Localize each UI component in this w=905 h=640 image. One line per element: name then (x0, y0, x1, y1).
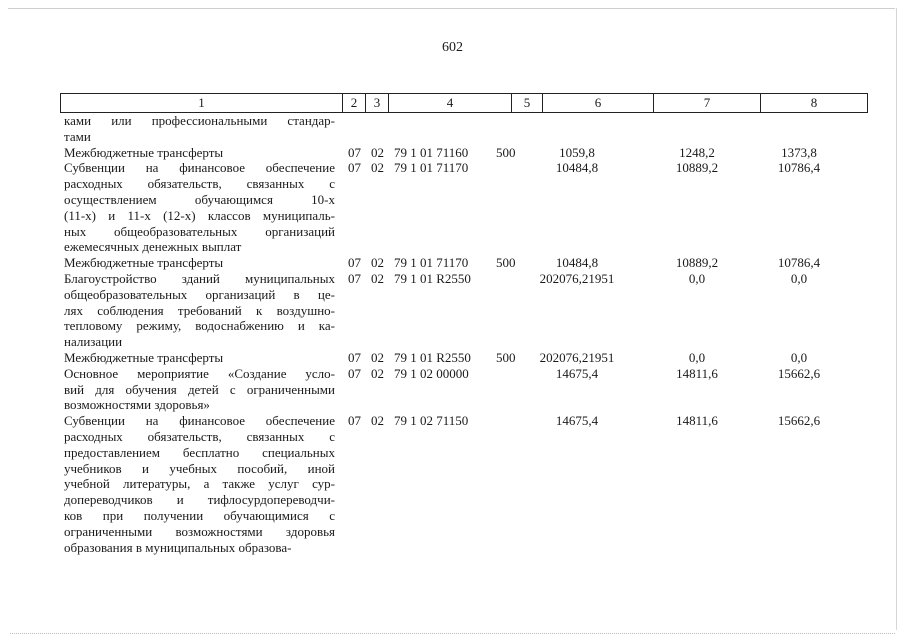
amount-year-1: 14675,4 (555, 365, 599, 381)
row-description (64, 366, 335, 413)
amount-year-2: 0,0 (688, 349, 706, 365)
amount-year-1: 10484,8 (555, 160, 599, 176)
target-article-code: 79 1 01 71160 (394, 144, 469, 160)
target-article-code: 79 1 02 00000 (394, 365, 469, 381)
row-description (64, 350, 335, 366)
budget-table-body (64, 113, 864, 555)
amount-year-2: 1248,2 (679, 144, 715, 160)
target-article-code: 79 1 01 71170 (394, 160, 469, 176)
amount-year-3: 0,0 (790, 349, 808, 365)
description-line: Основное мероприятие «Создание усло- (64, 365, 335, 381)
expense-type-code: 500 (496, 144, 516, 160)
row-description (64, 160, 335, 255)
description-line: Субвенции на финансовое обеспечение (64, 160, 335, 176)
amount-year-3: 1373,8 (781, 144, 817, 160)
table-row (64, 350, 864, 366)
subsection-code: 02 (371, 413, 384, 429)
amount-year-2: 0,0 (688, 270, 706, 286)
amount-year-2: 10889,2 (675, 160, 719, 176)
target-article-code: 79 1 01 R2550 (394, 270, 471, 286)
target-article-code: 79 1 02 71150 (394, 413, 469, 429)
table-row (64, 113, 864, 145)
table-row (64, 271, 864, 350)
subsection-code: 02 (371, 255, 384, 271)
description-line: расходных обязательств, связанных с (64, 176, 335, 192)
description-line: допереводчиков и тифлосурдопереводчи- (64, 492, 335, 508)
column-header-3: 3 (366, 94, 389, 113)
subsection-code: 02 (371, 160, 384, 176)
description-line: Межбюджетные трансферты (64, 255, 224, 271)
row-description (64, 255, 335, 271)
section-code: 07 (348, 349, 361, 365)
column-header-8: 8 (761, 94, 868, 113)
scan-bottom-edge (10, 633, 895, 634)
section-code: 07 (348, 413, 361, 429)
amount-year-3: 10786,4 (777, 160, 821, 176)
description-line: ков при получении обучающимися с (64, 507, 335, 523)
amount-year-2: 10889,2 (675, 255, 719, 271)
section-code: 07 (348, 255, 361, 271)
description-line: Субвенции на финансовое обеспечение (64, 413, 335, 429)
amount-year-2: 14811,6 (676, 365, 718, 381)
description-line: Межбюджетные трансферты (64, 144, 224, 160)
row-description (64, 145, 335, 161)
subsection-code: 02 (371, 144, 384, 160)
table-row (64, 160, 864, 255)
column-header-1: 1 (61, 94, 343, 113)
column-header-5: 5 (512, 94, 543, 113)
description-line: (11-х) и 11-х (12-х) классов муниципаль- (64, 207, 335, 223)
description-line: ежемесячных денежных выплат (64, 239, 242, 255)
amount-year-3: 15662,6 (777, 413, 821, 429)
column-header-4: 4 (389, 94, 512, 113)
description-line: возможностями здоровья» (64, 397, 210, 413)
description-line: ками или профессиональными стандар- (64, 113, 335, 128)
description-line: учебной литературы, а также услуг сур- (64, 476, 335, 492)
subsection-code: 02 (371, 270, 384, 286)
amount-year-1: 202076,21951 (539, 270, 615, 286)
amount-year-1: 1059,8 (559, 144, 595, 160)
description-line: тепловому режиму, водоснабжению и ка- (64, 318, 335, 334)
amount-year-1: 14675,4 (555, 413, 599, 429)
target-article-code: 79 1 01 R2550 (394, 349, 471, 365)
table-row (64, 366, 864, 413)
amount-year-3: 15662,6 (777, 365, 821, 381)
description-line: осуществлением обучающимся 10-х (64, 191, 335, 207)
description-line: предоставлением бесплатно специальных (64, 444, 335, 460)
description-line: ограниченными возможностями здоровья (64, 523, 335, 539)
target-article-code: 79 1 01 71170 (394, 255, 469, 271)
subsection-code: 02 (371, 349, 384, 365)
page-number: 602 (442, 40, 463, 55)
column-header-table (60, 93, 868, 113)
description-line: лях соблюдения требований к воздушно- (64, 302, 335, 318)
column-header-2: 2 (343, 94, 366, 113)
table-row (64, 413, 864, 555)
column-header-6: 6 (543, 94, 654, 113)
description-line: учебников и учебных пособий, иной (64, 460, 335, 476)
description-line: образования в муниципальных образова- (64, 539, 292, 555)
description-line: нализации (64, 334, 123, 350)
section-code: 07 (348, 365, 361, 381)
description-line: Благоустройство зданий муниципальных (64, 270, 335, 286)
table-row (64, 145, 864, 161)
row-description (64, 413, 335, 555)
section-code: 07 (348, 144, 361, 160)
amount-year-1: 10484,8 (555, 255, 599, 271)
column-header-row (61, 94, 868, 113)
expense-type-code: 500 (496, 255, 516, 271)
amount-year-2: 14811,6 (676, 413, 718, 429)
subsection-code: 02 (371, 365, 384, 381)
expense-type-code: 500 (496, 349, 516, 365)
description-line: расходных обязательств, связанных с (64, 428, 335, 444)
description-line: ных общеобразовательных организаций (64, 223, 335, 239)
page-edge-right (896, 8, 897, 630)
page-edge-top (8, 8, 895, 9)
description-line: тами (64, 128, 91, 144)
amount-year-3: 10786,4 (777, 255, 821, 271)
section-code: 07 (348, 160, 361, 176)
section-code: 07 (348, 270, 361, 286)
amount-year-1: 202076,21951 (539, 349, 615, 365)
amount-year-3: 0,0 (790, 270, 808, 286)
row-description (64, 113, 335, 145)
table-row (64, 255, 864, 271)
description-line: общеобразовательных организаций в це- (64, 286, 335, 302)
description-line: Межбюджетные трансферты (64, 349, 224, 365)
description-line: вий для обучения детей с ограниченными (64, 381, 335, 397)
row-description (64, 271, 335, 350)
column-header-7: 7 (654, 94, 761, 113)
